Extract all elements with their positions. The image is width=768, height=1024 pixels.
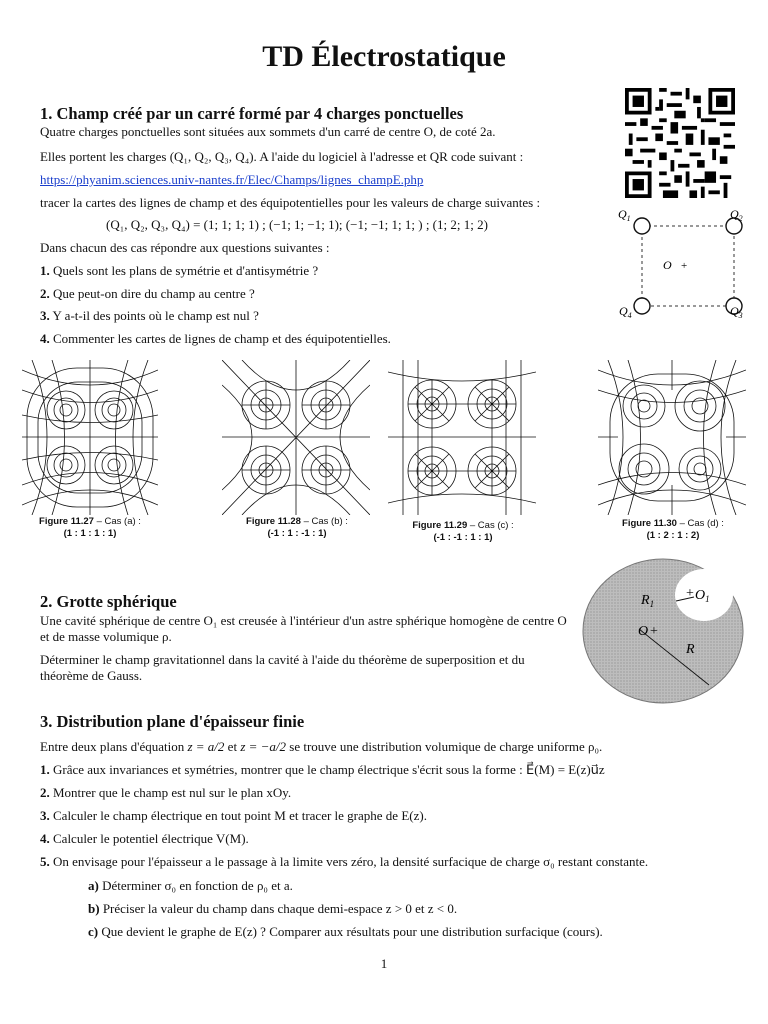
o1-label: $O_1$: [695, 588, 710, 604]
q3-label: $Q_3$: [730, 304, 743, 320]
subitem-label: c): [88, 924, 99, 939]
intro-text-start: Entre deux plans d'équation: [40, 739, 188, 754]
intro-conjunction: et: [227, 739, 238, 754]
field-map-c: [388, 360, 536, 515]
plane-equation-2: z = −a/2: [240, 739, 287, 754]
questions-intro: Dans chacun des cas répondre aux questions suivantes :: [40, 240, 330, 255]
center-o-label: O: [663, 258, 672, 272]
q4-label: $Q_4$: [619, 304, 632, 320]
section1-line1: Quatre charges ponctuelles sont situées aux sommets d'un carré de centre O, de coté 2a.: [40, 124, 496, 139]
question-2: [40, 286, 255, 302]
question-1: [40, 263, 318, 279]
page-number: 1: [380, 956, 388, 971]
question-3: [40, 308, 259, 324]
question-text: Quels sont les plans de symétrie et d'antisymétrie ?: [49, 263, 319, 278]
q2-label: $Q_2$: [730, 207, 743, 223]
question-number: 3.: [40, 308, 50, 323]
qr-code[interactable]: [622, 88, 738, 198]
subitem-label: a): [88, 878, 99, 893]
section2-para2: Déterminer le champ gravitationnel dans la cavité à l'aide du théorème de superposition et du théorème de Gauss.: [40, 652, 525, 683]
section3-item-4: [40, 831, 249, 847]
subitem-text: Préciser la valeur du champ dans chaque demi-espace z > 0 et z < 0.: [99, 901, 458, 916]
item-text: Calculer le potentiel électrique V(M).: [49, 831, 249, 846]
item-number: 1.: [40, 762, 50, 777]
question-number: 1.: [40, 263, 50, 278]
item-number: 2.: [40, 785, 50, 800]
subitem-text: Déterminer σ₀ en fonction de ρ₀ et a.: [98, 878, 293, 893]
item-text: Grâce aux invariances et symétries, montrer que le champ électrique s'écrit sous la forme : E⃗(M) = E(z)u⃗z: [49, 762, 605, 777]
section3-heading: 3. Distribution plane d'épaisseur finie: [40, 712, 305, 731]
section3-subitem-c: [88, 924, 603, 940]
page-title: TD Électrostatique: [262, 40, 506, 73]
r1-label: $R_1$: [641, 593, 655, 609]
question-text: Commenter les cartes de lignes de champ et des équipotentielles.: [49, 331, 391, 346]
item-text: On envisage pour l'épaisseur a le passage à la limite vers zéro, la densité surfacique de charge σ₀ restant constante.: [49, 854, 649, 869]
figure-caption-b: Figure 11.28 – Cas (b) : (-1 : 1 : -1 : 1): [246, 516, 348, 539]
charge-values-formula: (Q₁, Q₂, Q₃, Q₄) = (1; 1; 1; 1) ; (−1; 1; −1; 1); (−1; −1; 1; 1; ) ; (1; 2; 1; 2): [106, 217, 488, 232]
o1-marker: +: [686, 586, 694, 601]
figure-caption-c: Figure 11.29 – Cas (c) : (-1 : -1 : 1 : 1): [412, 520, 514, 543]
figure-caption-d: Figure 11.30 – Cas (d) : (1 : 2 : 1 : 2): [622, 518, 724, 541]
section3-intro: [40, 739, 602, 755]
section3-item-3: [40, 808, 427, 824]
question-4: [40, 331, 391, 347]
o-marker: +: [650, 624, 658, 639]
item-text: Montrer que le champ est nul sur le plan xOy.: [49, 785, 292, 800]
question-text: Que peut-on dire du champ au centre ?: [49, 286, 255, 301]
item-text: Calculer le champ électrique en tout point M et tracer le graphe de E(z).: [49, 808, 427, 823]
figure-caption-a: Figure 11.27 – Cas (a) : (1 : 1 : 1 : 1): [39, 516, 141, 539]
section1-line3: tracer la cartes des lignes de champ et des équipotentielles pour les valeurs de charge suivantes :: [40, 195, 541, 210]
subitem-label: b): [88, 901, 100, 916]
section1-line2: Elles portent les charges (Q₁, Q₂, Q₃, Q₄). A l'aide du logiciel à l'adresse et QR code suivant :: [40, 149, 524, 164]
question-number: 2.: [40, 286, 50, 301]
intro-text-end: se trouve une distribution volumique de charge uniforme ρ₀.: [286, 739, 603, 754]
section1-heading: 1. Champ créé par un carré formé par 4 charges ponctuelles: [40, 104, 464, 123]
r-label: R: [686, 642, 695, 657]
center-marker: +: [681, 260, 688, 272]
item-number: 5.: [40, 854, 50, 869]
software-link[interactable]: https://phyanim.sciences.univ-nantes.fr/Elec/Champs/lignes_champE.php: [40, 172, 424, 187]
spherical-cavity-diagram: [578, 557, 748, 705]
section2-heading: 2. Grotte sphérique: [40, 592, 177, 611]
section3-subitem-b: [88, 901, 457, 917]
item-number: 4.: [40, 831, 50, 846]
question-number: 4.: [40, 331, 50, 346]
section3-item-5: [40, 854, 648, 870]
section2-para1: Une cavité sphérique de centre O₁ est creusée à l'intérieur d'un astre sphérique homogène de centre O et de masse volumique ρ.: [40, 613, 567, 644]
section3-item-1: [40, 762, 605, 778]
field-map-a: [22, 360, 158, 515]
q1-label: $Q_1$: [618, 207, 631, 223]
item-number: 3.: [40, 808, 50, 823]
field-map-b: [222, 360, 370, 515]
section3-subitem-a: [88, 878, 293, 894]
plane-equation-1: z = a/2: [187, 739, 225, 754]
field-map-d: [598, 360, 746, 515]
question-text: Y a-t-il des points où le champ est nul ?: [49, 308, 259, 323]
subitem-text: Que devient le graphe de E(z) ? Comparer aux résultats pour une distribution surfacique (cours).: [98, 924, 603, 939]
o-label: O: [638, 624, 649, 639]
section3-item-2: [40, 785, 291, 801]
square-charges-diagram: [615, 203, 755, 321]
